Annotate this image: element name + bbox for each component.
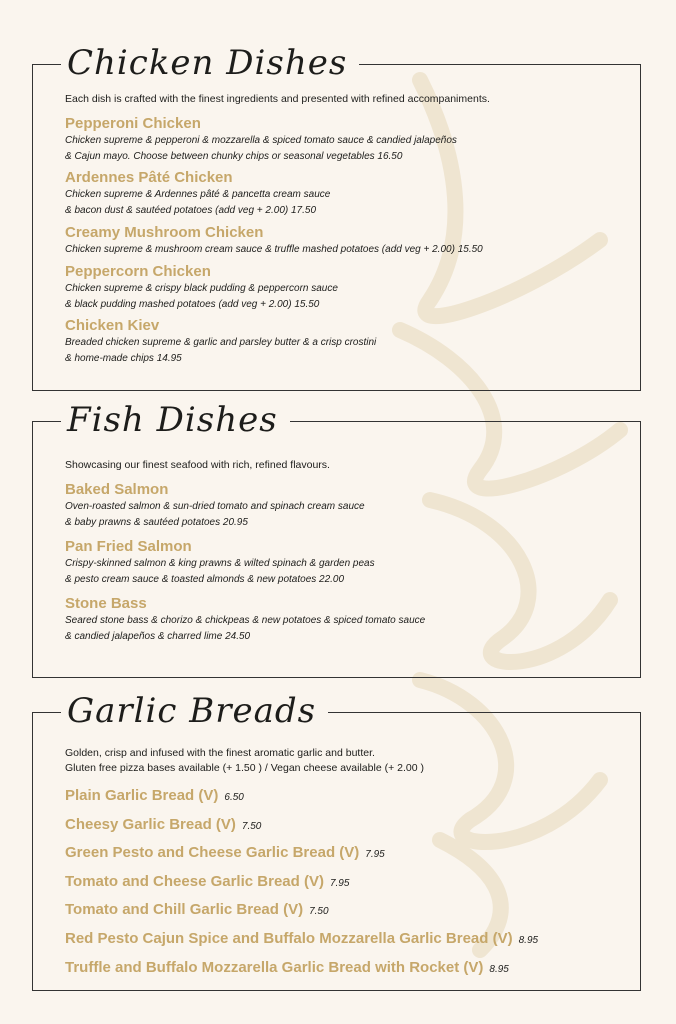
- dish-description: Chicken supreme & pepperoni & mozzarella & spiced tomato sauce & candied jalapeños: [65, 135, 457, 146]
- item-price: 7.95: [365, 849, 385, 860]
- dish-description: Seared stone bass & chorizo & chickpeas & new potatoes & spiced tomato sauce: [65, 615, 426, 626]
- garlic-breads-section: [32, 691, 641, 991]
- dish-name: Ardennes Pâté Chicken: [65, 169, 233, 186]
- dish-stone-bass: [65, 594, 425, 645]
- garlic-bread-item: [65, 843, 385, 865]
- garlic-breads-heading: Garlic Breads: [61, 685, 328, 737]
- dish-baked-salmon: [65, 480, 365, 531]
- dish-description: Oven-roasted salmon & sun-dried tomato and spinach cream sauce: [65, 501, 365, 512]
- dish-description: & candied jalapeños & charred lime 24.50: [65, 631, 251, 642]
- garlic-bread-item: [65, 815, 261, 837]
- dish-ardennes-pate-chicken: [65, 168, 330, 219]
- garlic-bread-item: [65, 900, 329, 922]
- dish-name: Pepperoni Chicken: [65, 115, 201, 132]
- item-name: Tomato and Chill Garlic Bread (V): [65, 901, 304, 918]
- item-price: 8.95: [518, 935, 539, 946]
- item-price: 7.95: [329, 878, 350, 889]
- dish-description: Chicken supreme & mushroom cream sauce & truffle mashed potatoes (add veg + 2.00) 15.50: [65, 244, 483, 255]
- dish-description: Chicken supreme & crispy black pudding & peppercorn sauce: [65, 283, 338, 294]
- dish-pepperoni-chicken: [65, 114, 457, 165]
- dish-description: & Cajun mayo. Choose between chunky chips or seasonal vegetables 16.50: [65, 151, 403, 162]
- dish-chicken-kiev: [65, 316, 376, 367]
- item-name: Green Pesto and Cheese Garlic Bread (V): [65, 844, 360, 861]
- fish-intro: Showcasing our finest seafood with rich, refined flavours.: [65, 459, 330, 471]
- dish-pan-fried-salmon: [65, 537, 375, 588]
- chicken-intro: Each dish is crafted with the finest ingredients and presented with refined accompaniments.: [65, 93, 490, 105]
- item-price: 7.50: [309, 906, 329, 917]
- garlic-bread-item: [65, 872, 349, 894]
- item-name: Red Pesto Cajun Spice and Buffalo Mozzarella Garlic Bread (V): [65, 930, 513, 947]
- dish-description: & black pudding mashed potatoes (add veg + 2.00) 15.50: [65, 299, 320, 310]
- garlic-bread-item: [65, 929, 538, 951]
- fish-dishes-section: [32, 400, 641, 678]
- dish-name: Baked Salmon: [65, 481, 169, 498]
- dish-name: Creamy Mushroom Chicken: [65, 224, 264, 241]
- dish-name: Pan Fried Salmon: [65, 538, 192, 555]
- item-price: 8.95: [489, 964, 509, 975]
- chicken-dishes-section: [32, 43, 641, 391]
- dish-description: Crispy-skinned salmon & king prawns & wilted spinach & garden peas: [65, 558, 375, 569]
- garlic-bread-item: [65, 786, 244, 808]
- dish-name: Chicken Kiev: [65, 317, 160, 334]
- chicken-dishes-heading: Chicken Dishes: [61, 37, 359, 89]
- item-name: Truffle and Buffalo Mozzarella Garlic Bread with Rocket (V): [65, 959, 484, 976]
- dish-peppercorn-chicken: [65, 262, 338, 313]
- item-price: 7.50: [241, 821, 262, 832]
- dish-creamy-mushroom-chicken: [65, 223, 483, 258]
- dish-name: Peppercorn Chicken: [65, 263, 211, 280]
- fish-dishes-heading: Fish Dishes: [61, 394, 290, 446]
- dish-description: Chicken supreme & Ardennes pâté & pancetta cream sauce: [65, 189, 331, 200]
- garlic-intro: Golden, crisp and infused with the finest aromatic garlic and butter. Gluten free pizza bases available (+ 1.50 ) / Vegan cheese available (+ 2.00 ): [65, 747, 424, 774]
- dish-description: & bacon dust & sautéed potatoes (add veg + 2.00) 17.50: [65, 205, 317, 216]
- garlic-bread-item: [65, 958, 509, 980]
- dish-description: & pesto cream sauce & toasted almonds & new potatoes 22.00: [65, 574, 345, 585]
- item-name: Plain Garlic Bread (V): [65, 787, 219, 804]
- dish-name: Stone Bass: [65, 595, 147, 612]
- dish-description: & baby prawns & sautéed potatoes 20.95: [65, 517, 248, 528]
- item-name: Tomato and Cheese Garlic Bread (V): [65, 873, 324, 890]
- item-price: 6.50: [224, 792, 244, 803]
- dish-description: Breaded chicken supreme & garlic and parsley butter & a crisp crostini: [65, 337, 377, 348]
- dish-description: & home-made chips 14.95: [65, 353, 182, 364]
- item-name: Cheesy Garlic Bread (V): [65, 816, 236, 833]
